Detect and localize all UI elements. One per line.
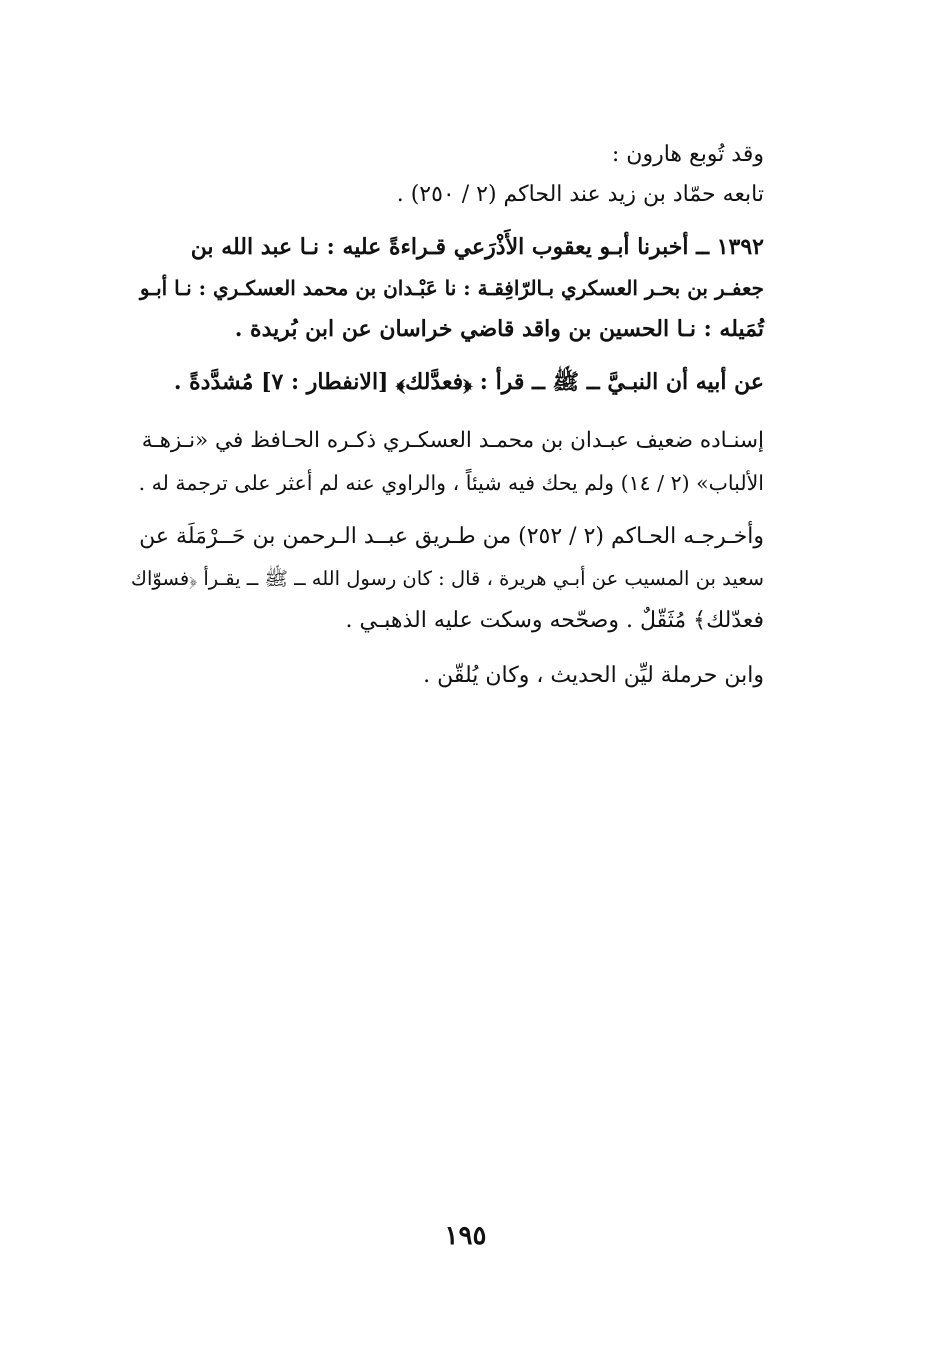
text-line: فعدّلك﴾ مُثَقّلٌ . وصحّحه وسكت عليه الذهبـي . xyxy=(345,608,764,633)
takhrij-paragraph-1 xyxy=(128,420,764,504)
hadith-1392 xyxy=(128,227,764,350)
takhrij-paragraph-3 xyxy=(128,658,764,694)
text-line: تابعه حمّاد بن زيد عند الحاكم (٢ / ٢٥٠) . xyxy=(396,182,764,207)
takhrij-paragraph-2 xyxy=(128,516,764,642)
text-line: وقد تُوبع هارون : xyxy=(611,142,764,167)
note-paragraph-2 xyxy=(128,177,764,213)
text-line: وأخـرجـه الحـاكم (٢ / ٢٥٢) من طـريق عبــد الـرحمن بن حَــرْمَلَة عن xyxy=(139,524,764,549)
text-line: عن أبيه أن النبـيَّ ــ ﷺ ــ قرأ : ﴿فعدَّلك﴾ [الانفطار : ٧] مُشدَّدةً . xyxy=(173,369,764,395)
text-line: جعفـر بن بحـر العسكري بـالرّافِقـة : نا عَبْـدان بن محمد العسكـري : نـا أبـو xyxy=(139,276,764,300)
text-line: ١٣٩٢ ــ أخبرنا أبـو يعقوب الأَذْرَعي قـراءةً عليه : نـا عبد الله بن xyxy=(190,234,764,260)
note-paragraph-1 xyxy=(128,137,764,173)
text-line: وابن حرملة ليِّن الحديث ، وكان يُلقّن . xyxy=(423,663,764,688)
text-line: الألباب» (٢ / ١٤) ولم يحك فيه شيئاً ، والراوي عنه لم أعثر على ترجمة له . xyxy=(138,471,764,495)
hadith-matn xyxy=(128,364,764,400)
text-line: تُمَيله : نـا الحسين بن واقد قاضي خراسان عن ابن بُريدة . xyxy=(234,316,764,342)
text-line: إسنـاده ضعيف عبـدان بن محمـد العسكـري ذكـره الحـافظ في «نـزهـة xyxy=(141,428,764,453)
page-number: ١٩٥ xyxy=(444,1221,487,1251)
text-line: سعيد بن المسيب عن أبـي هريرة ، قال : كان رسول الله ــ ﷺ ــ يقـرأ ﴿فسوّاك xyxy=(130,567,764,590)
